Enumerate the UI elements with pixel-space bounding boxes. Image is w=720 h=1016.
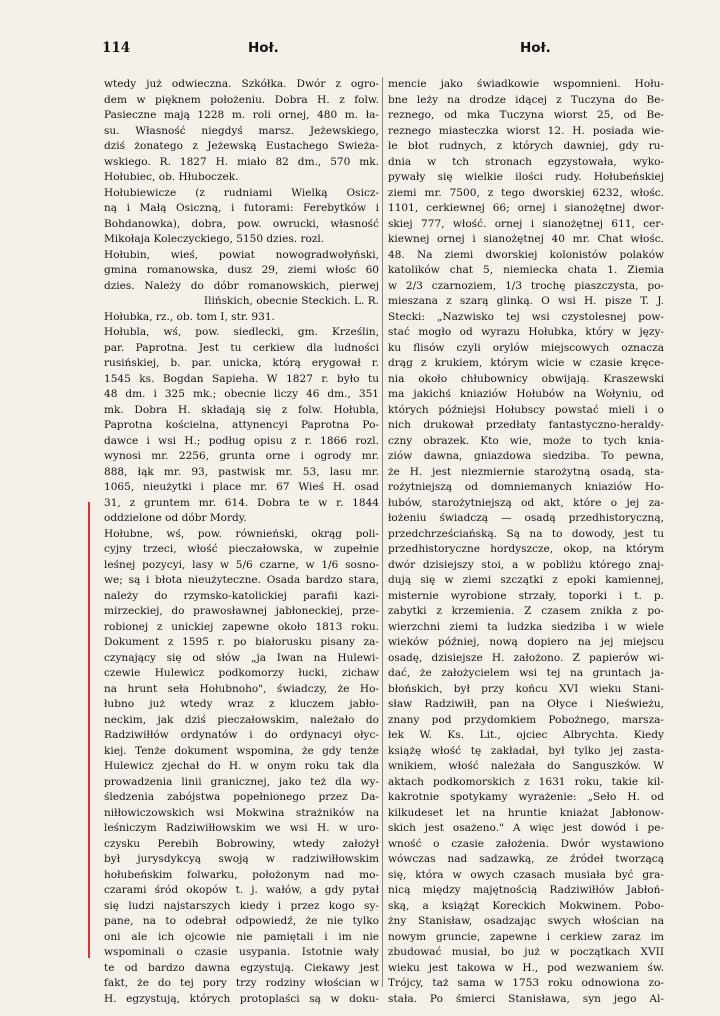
text-line: wówczas nad sadzawką, ze źródeł tworzącą xyxy=(388,853,664,865)
text-line: Mikołaja Koleczyckiego, 5150 dzies. rozl. xyxy=(104,233,325,245)
text-line: 48. Na ziemi dworskiej kolonistów polaków xyxy=(388,248,664,261)
text-line: wskiego. R. 1827 H. miało 82 dm., 570 mk. xyxy=(104,155,379,168)
text-line: misternie wyrobione strzały, toporki i t. p. xyxy=(388,589,664,602)
text-line: łek W. Ks. Lit., ojciec Albrychta. Kiedy xyxy=(388,729,664,741)
text-line: że H. jest niezmiernie starożytną osadą, sta- xyxy=(388,465,664,478)
text-line: niłłowiczowskich wsi Mokwina strażników na xyxy=(104,806,379,819)
page-number: 114 xyxy=(102,40,131,56)
text-line: znany pod przydomkiem Pobożnego, marsza- xyxy=(388,713,664,726)
text-line: kiewnej ornej i sianożętnej 40 mr. Chat włośc. xyxy=(388,233,664,245)
text-line: czynający się od słów „ja Iwan na Hulewi- xyxy=(104,651,379,664)
left-text-column xyxy=(104,77,379,1007)
page-header xyxy=(95,40,680,64)
text-line: hołubeńskim folwarku, położonym nad mo- xyxy=(104,868,379,881)
text-line: rusińskiej, b. par. unicka, którą erygował r. xyxy=(104,357,379,369)
text-line: dzies. Należy do dóbr romanowskich, pierwej xyxy=(104,279,379,292)
text-line: Hołubin, wieś, powiat nowogradwołyński, xyxy=(104,248,379,261)
text-line: skiej 777, włość. ornej i sianożętnej 611, cer- xyxy=(388,217,664,230)
text-line: w 2/3 czarnoziem, 1/3 trochę piaszczysta, po- xyxy=(388,279,664,292)
text-line: przedhistoryczne hordyszcze, okop, na którym xyxy=(388,543,664,555)
text-line: przedchrześciańską. Są na to dowody, jest tu xyxy=(388,527,664,540)
text-line: mieszana z szarą glinką. O wsi H. pisze T. J. xyxy=(388,295,664,307)
text-line: pywały się wielkie ilości rudy. Hołubeńskiej xyxy=(388,171,664,183)
text-line: Hołubla, wś, pow. siedlecki, gm. Krześlin, xyxy=(104,326,379,338)
text-line: ma jakichś kniaziów Hołubów na Wołyniu, od xyxy=(388,388,664,400)
text-line: czny obrazek. Kto wie, może to tych knia- xyxy=(388,434,664,447)
text-line: czewie Hulewicz podkomorzy łucki, zichaw xyxy=(104,667,379,679)
text-line: leśniczym Radziwiłłowskim we wsi H. w uro- xyxy=(104,822,379,834)
text-line: kiej. Tenże dokument wspomina, że gdy tenże xyxy=(104,744,379,757)
text-line: 1101, cerkiewnej 66; ornej i sianożętnej dwor- xyxy=(388,202,664,214)
margin-marker xyxy=(88,502,90,958)
text-line: leśnej pozycyi, lasy w 5/6 czarne, w 1/6 sosno- xyxy=(104,558,379,571)
text-line: pane, na to odebrał odpowiedź, że nie tylko xyxy=(104,915,379,927)
text-line: drąg z krukiem, którym wicie w czasie kręce- xyxy=(388,357,664,369)
text-line: skich jest osażeno." A więc jest dowód i pe- xyxy=(388,822,664,834)
text-line: wynosi mr. 2256, grunta orne i ogrody mr. xyxy=(104,450,379,462)
text-line: 1545 ks. Bogdan Sapieha. W 1827 r. było tu xyxy=(104,372,379,385)
text-line: reznego miasteczka wiorst 12. H. posiada wie- xyxy=(388,124,664,137)
text-line: nich drukował przedłaty fantastyczno-heraldy- xyxy=(388,419,664,431)
text-line: we; są i błota nieużyteczne. Osada bardzo stara, xyxy=(104,574,379,586)
text-line: Radziwiłłów ordynatów i do ordynacyi ołyc- xyxy=(104,729,379,741)
text-line: cyjny trzeci, włość pieczałowska, w zupełnie xyxy=(104,543,379,555)
text-line: le błot rudnych, z których dawniej, gdy ru- xyxy=(388,140,664,152)
text-line: Ilińskich, obecnie Steckich. L. R. xyxy=(203,295,379,307)
column-divider xyxy=(382,77,383,987)
text-line: nia około chłubownicy obwijają. Kraszewski xyxy=(388,372,664,385)
text-line: wtedy już odwieczna. Szkółka. Dwór z ogro- xyxy=(104,78,379,90)
text-line: su. Własność niegdyś marsz. Jeżewskiego, xyxy=(104,124,379,137)
running-head-right: Hoł. xyxy=(520,40,551,56)
text-line: stać mogło od wyrazu Hołubka, który w języ- xyxy=(388,326,664,338)
text-line: ną i Małą Osiczną, i futorami: Ferebytków i xyxy=(104,202,379,214)
text-line: książę włość tę zakładał, był tylko jej zasta- xyxy=(388,744,664,757)
text-line: błońskich, był przy końcu XVI wieku Stani- xyxy=(388,682,664,695)
text-line: czarami śród okopów t. j. wałów, a gdy pytał xyxy=(104,884,379,896)
text-line: Dokument z 1595 r. po białorusku pisany za- xyxy=(104,636,379,648)
text-line: te od bardzo dawna egzystują. Ciekawy jest xyxy=(104,961,379,974)
text-line: czysku Perebih Bobrowiny, wtedy założył xyxy=(104,837,379,850)
text-line: dnia w tch stronach egzystowała, wyko- xyxy=(388,155,664,168)
text-line: mencie jako świadkowie wspomnieni. Hołu- xyxy=(388,78,664,90)
text-line: wieków później, nową dopiero na jej miejscu xyxy=(388,636,664,648)
text-line: wieku jest takowa w H., pod wezwaniem św. xyxy=(388,961,664,974)
text-line: osadę, dzisiejsze H. założono. Z papierów wi- xyxy=(388,651,664,664)
text-line: rożytniejszą od domniemanych kniaziów Ho- xyxy=(388,481,664,493)
right-text-column xyxy=(388,77,664,1007)
text-line: wność o czasie założenia. Dwór wystawiono xyxy=(388,837,664,850)
text-line: reznego, od mka Tuczyna wiorst 25, od Be- xyxy=(388,109,664,121)
text-line: był jurysdykcyą swoją w radziwiłłowskim xyxy=(104,853,379,865)
text-line: zabytki z krzemienia. Z czasem znikła z po- xyxy=(388,605,664,617)
running-head-left: Hoł. xyxy=(248,40,279,56)
text-line: robionej z unickiej zapewne około 1813 roku. xyxy=(104,620,379,633)
text-line: fakt, że do tej pory trzy rodziny włościan w xyxy=(104,977,379,989)
text-line: dziś żonatego z Jeżewską Eustachego Swieża- xyxy=(104,140,379,152)
text-line: na hrunt seła Hołubnoho", świadczy, że Ho- xyxy=(104,682,379,695)
text-line: katolików chat 5, niemiecka chata 1. Ziemia xyxy=(388,264,664,276)
text-line: dawce i wsi H.; podług opisu z r. 1866 rozl. xyxy=(104,434,379,447)
text-line: dem w pięknem położeniu. Dobra H. z folw. xyxy=(104,93,379,106)
text-line: Trójcy, taż sama w 1753 roku odnowiona zo- xyxy=(388,977,664,989)
text-line: wnikiem, włość należała do Sanguszków. W xyxy=(388,760,664,772)
text-line: gmina romanowska, dusz 29, ziemi włośc 60 xyxy=(104,264,379,276)
text-line: ziemi mr. 7500, z tego dworskiej 6232, włośc. xyxy=(388,186,664,199)
text-line: śledzenia zabójstwa popełnionego przez Da- xyxy=(104,791,379,803)
text-line: mk. Dobra H. składają się z folw. Hołubla, xyxy=(104,403,379,416)
text-line: Hołubiewicze (z rudniami Wielką Osicz- xyxy=(104,186,379,199)
text-line: zbudować musiał, bo już w początkach XVII xyxy=(388,946,664,958)
text-line: H. egzystują, których protoplaści są w doku- xyxy=(104,992,379,1005)
text-line: nicą między majętnością Radziwiłłów Jabłoń- xyxy=(388,884,664,896)
text-line: się, która w owych czasach musiała być gra- xyxy=(388,868,664,881)
text-line: bne leży na drodze idącej z Tuczyna do Be- xyxy=(388,93,664,106)
text-line: dują się w ziemi szczątki z epoki kamiennej, xyxy=(388,574,664,586)
text-line: neckim, jak dziś pieczałowskim, należało do xyxy=(104,713,379,726)
text-line: nowym gruncie, zapewne i cerkiew zaraz im xyxy=(388,930,664,943)
text-line: łożeniu świadczą — osadą przedhistoryczną, xyxy=(388,512,664,524)
text-line: Hołubiec, ob. Hłuboczek. xyxy=(104,171,239,183)
text-line: Stecki: „Nazwisko tej wsi czystolesnej pow- xyxy=(388,310,664,323)
text-line: łubów, starożytniejszą od akt, które o jej za- xyxy=(388,496,664,509)
text-line: kakrotnie spotykamy wyrażenie: „Seło H. od xyxy=(388,791,664,803)
text-line: Hołubka, rz., ob. tom I, str. 931. xyxy=(104,310,275,323)
text-line: należy do rzymsko-katolickiej parafii kazi- xyxy=(104,589,379,602)
text-line: wierzchni ziemi ta ludzka siedziba i w wiele xyxy=(388,620,664,633)
text-line: Paprotna kościelna, attynencyi Paprotna Po- xyxy=(104,419,379,431)
text-line: się ludzi najstarszych kiedy i przez kogo sy- xyxy=(104,899,379,912)
text-line: kilkudeset let na hruntie kniażat Jabłonow- xyxy=(388,806,664,819)
text-line: ską, a książąt Koreckich Mokwinem. Pobo- xyxy=(388,899,664,912)
text-line: żny Stanisław, osadzając swych włościan na xyxy=(388,915,664,927)
text-line: łubno już wtedy wraz z kluczem jabło- xyxy=(104,698,379,710)
text-line: 48 dm. i 325 mk.; obecnie liczy 46 dm., 351 xyxy=(104,388,379,400)
text-line: oni ale ich ojcowie nie pamiętali i im nie xyxy=(104,930,379,943)
text-line: mirzeckiej, do prawosławnej jabłoneckiej, prze- xyxy=(104,605,379,617)
text-line: Pasieczne mają 1228 m. roli ornej, 480 m. ła- xyxy=(104,109,379,121)
text-line: aktach podkomorskich z 1631 roku, takie kil- xyxy=(388,775,664,788)
text-line: Hołubne, wś, pow. równieński, okrąg poli- xyxy=(104,527,379,540)
text-line: par. Paprotna. Jest tu cerkiew dla ludności xyxy=(104,341,379,354)
text-line: oddzielone od dóbr Mordy. xyxy=(104,512,247,524)
text-line: 888, łąk mr. 93, pastwisk mr. 53, lasu mr. xyxy=(104,465,379,478)
text-line: dać, że założycielem wsi tej na gruntach ja- xyxy=(388,667,664,679)
text-line: dwór dzisiejszy stoi, a w pobliżu którego znaj- xyxy=(388,558,664,571)
text-line: sław Radziwiłł, pan na Ołyce i Nieświeżu, xyxy=(388,698,664,710)
text-line: wspominali o czasie usypania. Istotnie wały xyxy=(104,946,379,958)
text-line: prowadzenia linii granicznej, jako też dla wy- xyxy=(104,775,379,788)
text-line: 1065, nieużytki i place mr. 67 Wieś H. osad xyxy=(104,481,379,493)
text-line: Bohdanowka), dobra, pow. owrucki, własność xyxy=(104,217,379,230)
text-line: 31, z gruntem mr. 614. Dobra te w r. 1844 xyxy=(104,496,379,509)
text-line: stała. Po śmierci Stanisława, syn jego Al- xyxy=(388,992,664,1005)
text-line: których późniejsi Hołubscy powstać mieli i o xyxy=(388,403,664,416)
text-line: Hulewicz zjechał do H. w onym roku tak dla xyxy=(104,760,379,772)
text-line: ziów dawna, gniazdowa siedziba. To pewna, xyxy=(388,450,664,462)
text-line: ku flisów czyli orylów miejscowych oznacza xyxy=(388,341,664,354)
